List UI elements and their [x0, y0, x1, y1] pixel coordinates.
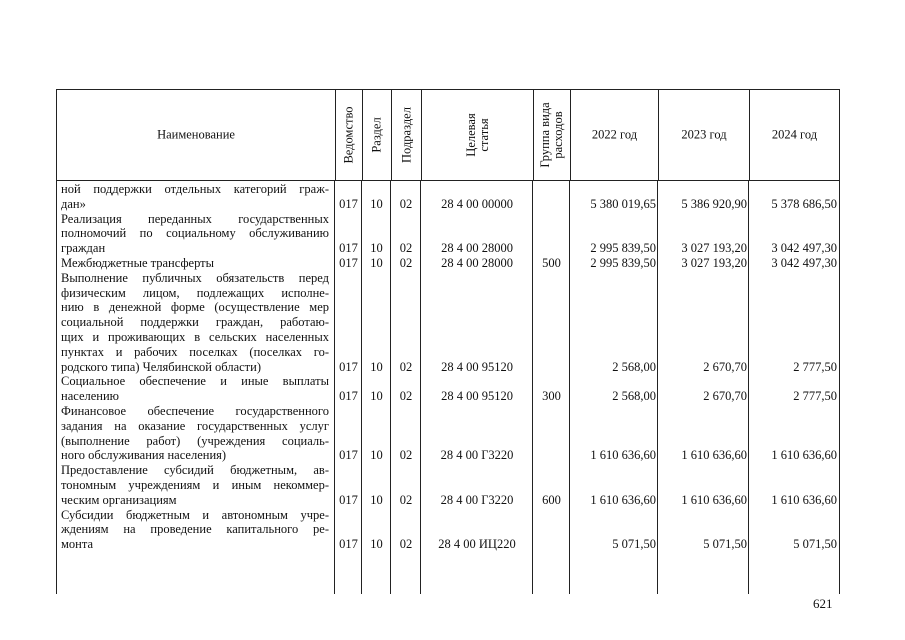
- row-name-line: дан»: [61, 196, 86, 211]
- row-dept: 017: [339, 359, 358, 374]
- row-name-line: пунктах и рабочих поселках (поселках го-: [61, 344, 329, 359]
- row-name-line: ждениям на проведение капитального ре-: [61, 522, 329, 537]
- row-name-line: социальной поддержки граждан, работаю-: [61, 315, 329, 330]
- table-header: [57, 90, 839, 181]
- row-dept: 017: [339, 241, 358, 256]
- row-section: 10: [370, 492, 383, 507]
- header-group-line1: Группа вида: [538, 102, 552, 168]
- header-section-cell: [362, 90, 391, 180]
- row-dept: 017: [339, 256, 358, 270]
- row-name-line: полномочий по социальному обслуживанию: [61, 226, 329, 241]
- header-dept-cell: [335, 90, 362, 180]
- row-y2023: 2 670,70: [703, 389, 747, 404]
- row-y2024: 1 610 636,60: [771, 448, 837, 463]
- row-name-line: ного обслуживания населения): [61, 448, 227, 463]
- row-group: 300: [542, 389, 561, 404]
- row-name-line: ческим организациям: [61, 492, 177, 507]
- row-y2024: 3 042 497,30: [771, 256, 837, 270]
- row-subsection: 02: [399, 492, 413, 507]
- row-dept: 017: [339, 492, 358, 507]
- row-y2022: 2 568,00: [612, 359, 656, 374]
- row-name-line: населению: [61, 389, 119, 404]
- row-name: [61, 404, 329, 463]
- row-dept: 017: [339, 537, 358, 552]
- row-target: 28 4 00 ИЦ220: [438, 537, 516, 552]
- row-y2023: 1 610 636,60: [681, 492, 747, 507]
- row-y2023: 5 386 920,90: [681, 196, 747, 211]
- header-target-cell: [421, 90, 533, 180]
- row-section: 10: [370, 241, 383, 256]
- header-group-cell: [533, 90, 570, 180]
- row-section: 10: [370, 448, 383, 463]
- row-y2022: 1 610 636,60: [590, 448, 656, 463]
- row-name: [61, 256, 329, 271]
- header-target-line2: статья: [476, 118, 491, 152]
- header-name: Наименование: [157, 127, 235, 142]
- row-y2022: 2 995 839,50: [590, 241, 656, 256]
- row-target: 28 4 00 95120: [441, 389, 513, 404]
- row-name-line: Выполнение публичных обязательств перед: [61, 270, 329, 285]
- row-name-line: задания на оказание государственных услуг: [61, 418, 329, 433]
- row-y2022: 5 071,50: [612, 537, 656, 552]
- row-section: 10: [370, 389, 383, 404]
- header-subsection: Подраздел: [399, 107, 413, 163]
- row-subsection: 02: [399, 256, 413, 270]
- row-y2024: 2 777,50: [793, 389, 837, 404]
- header-group-line2: расходов: [551, 111, 565, 159]
- row-target: 28 4 00 00000: [441, 196, 513, 211]
- row-name-line: Межбюджетные трансферты: [61, 256, 215, 270]
- row-y2024: 1 610 636,60: [771, 492, 837, 507]
- row-name: [61, 374, 329, 404]
- row-name-line: (выполнение работ) (учреждения социаль-: [61, 433, 329, 448]
- row-dept: 017: [339, 448, 358, 463]
- row-subsection: 02: [399, 448, 413, 463]
- row-section: 10: [370, 537, 383, 552]
- header-2024-cell: [749, 90, 839, 180]
- row-group: 500: [542, 256, 561, 270]
- row-y2022: 1 610 636,60: [590, 492, 656, 507]
- page-number: 621: [813, 596, 833, 611]
- header-2022-cell: [570, 90, 658, 180]
- header-dept: Ведомство: [341, 106, 356, 164]
- row-name-line: Предоставление субсидий бюджетным, ав-: [61, 463, 329, 478]
- header-2024: 2024 год: [771, 127, 818, 142]
- row-subsection: 02: [399, 537, 413, 552]
- row-y2022: 2 568,00: [612, 389, 656, 404]
- row-name: [61, 182, 329, 212]
- row-dept: 017: [339, 389, 358, 404]
- row-name-line: Субсидии бюджетным и автономным учре-: [61, 507, 329, 522]
- header-section: Раздел: [369, 117, 384, 153]
- row-y2023: 1 610 636,60: [681, 448, 747, 463]
- row-name-line: родского типа) Челябинской области): [61, 359, 261, 374]
- row-name-line: Социальное обеспечение и иные выплаты: [61, 374, 329, 389]
- row-name-line: граждан: [61, 241, 106, 256]
- row-y2022: 5 380 019,65: [590, 196, 656, 211]
- row-y2024: 5 378 686,50: [771, 196, 837, 211]
- row-y2024: 3 042 497,30: [771, 241, 837, 256]
- row-name-line: щих и проживающих в сельских населенных: [61, 329, 329, 344]
- row-y2022: 2 995 839,50: [590, 256, 656, 270]
- row-section: 10: [370, 256, 383, 270]
- row-section: 10: [370, 359, 383, 374]
- budget-table: [56, 89, 840, 594]
- header-target-line1: Целевая: [463, 113, 478, 157]
- header-target: [465, 113, 491, 156]
- row-name-line: тономным учреждениям и иным некоммер-: [61, 477, 329, 492]
- row-name: [61, 508, 329, 552]
- row-name-line: монта: [61, 537, 94, 552]
- row-subsection: 02: [399, 196, 413, 211]
- row-subsection: 02: [399, 241, 413, 256]
- row-name-line: ной поддержки отдельных категорий граж-: [61, 182, 329, 196]
- row-name-line: нию в денежной форме (осуществление мер: [61, 300, 329, 315]
- header-2022: 2022 год: [591, 127, 638, 142]
- header-2023: 2023 год: [681, 127, 727, 142]
- row-y2023: 5 071,50: [703, 537, 747, 552]
- row-y2023: 2 670,70: [703, 359, 747, 374]
- row-y2024: 5 071,50: [793, 537, 837, 552]
- row-subsection: 02: [399, 359, 413, 374]
- row-name-line: физическим лицом, подлежащих исполне-: [61, 285, 329, 300]
- row-target: 28 4 00 28000: [441, 241, 513, 256]
- row-name-line: Реализация переданных государственных: [61, 211, 329, 226]
- row-target: 28 4 00 Г3220: [440, 492, 514, 507]
- row-y2023: 3 027 193,20: [681, 256, 747, 270]
- row-group: 600: [542, 492, 561, 507]
- row-section: 10: [370, 196, 383, 211]
- header-subsection-cell: [391, 90, 421, 180]
- header-name-cell: [57, 90, 335, 180]
- header-2023-cell: [658, 90, 749, 180]
- row-target: 28 4 00 Г3220: [440, 448, 514, 463]
- row-name: [61, 271, 329, 375]
- row-name-line: Финансовое обеспечение государственного: [61, 404, 329, 418]
- row-dept: 017: [339, 196, 358, 211]
- row-subsection: 02: [399, 389, 413, 404]
- row-target: 28 4 00 95120: [441, 359, 513, 374]
- row-target: 28 4 00 28000: [441, 256, 513, 270]
- header-group: [539, 102, 565, 167]
- row-y2024: 2 777,50: [793, 359, 837, 374]
- row-name: [61, 212, 329, 256]
- row-name: [61, 463, 329, 507]
- row-y2023: 3 027 193,20: [681, 241, 747, 256]
